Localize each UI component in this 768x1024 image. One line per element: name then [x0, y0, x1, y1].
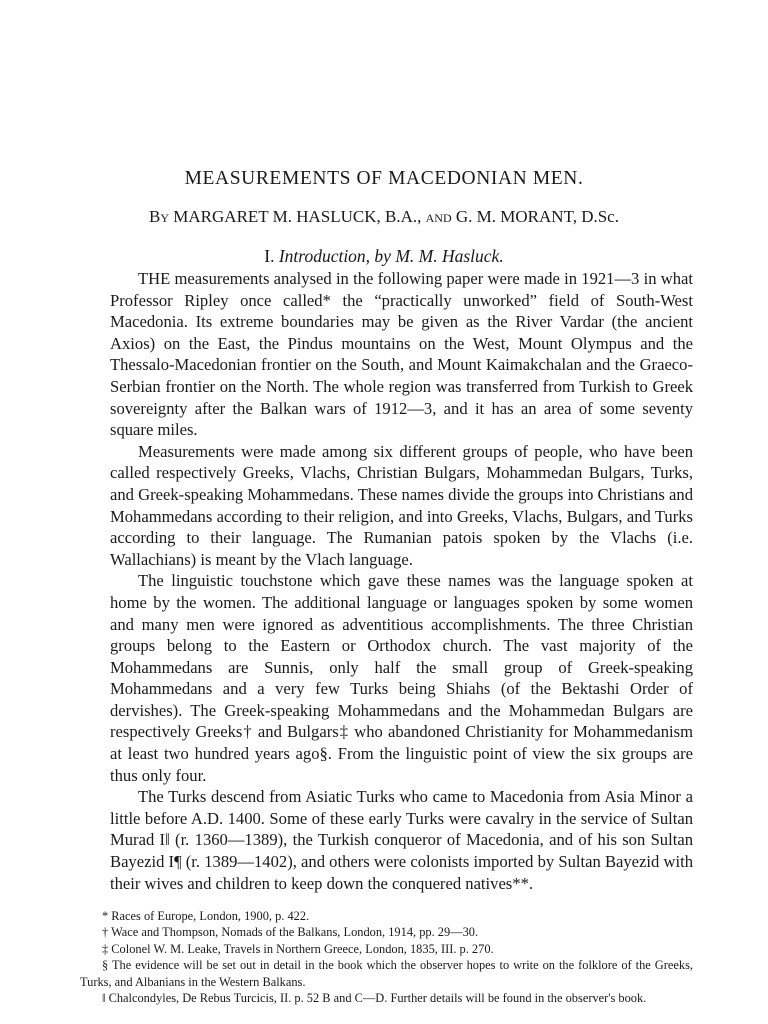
- footnote: § The evidence will be set out in detail in the book which the observer hopes to write on the folklore of the Greeks, Turks, and Albanians in the Western Balkans.: [80, 958, 693, 989]
- footnote: ‖ Chalcondyles, De Rebus Turcicis, II. p. 52 B and C—D. Further details will be found in the observer's book.: [102, 991, 647, 1006]
- byline-and: and: [425, 207, 452, 226]
- body-text: [110, 268, 693, 894]
- footnote: * Races of Europe, London, 1900, p. 422.: [102, 909, 310, 923]
- article-title: MEASUREMENTS OF MACEDONIAN MEN.: [184, 168, 584, 189]
- section-title: Introduction, by M. M. Hasluck.: [278, 246, 504, 266]
- paragraph: The Turks descend from Asiatic Turks who came to Macedonia from Asia Minor a little before A.D. 1400. Some of these early Turks were cavalry in the service of Sultan Murad I‖ (r. 1360—1389), the Turkish conqueror of Macedonia, and of his son Sultan Bayezid I¶ (r. 1389—1402), and others were colonists imported by Sultan Bayezid with their wives and children to keep down the conquered natives**.: [110, 787, 693, 893]
- section-numeral: I.: [264, 246, 275, 266]
- author-morant: G. M. MORANT, D.Sc.: [455, 207, 619, 226]
- paragraph: Measurements were made among six different groups of people, who have been called respectively Greeks, Vlachs, Christian Bulgars, Mohammedan Bulgars, Turks, and Greek-speaking Mohammedans. These names divide the groups into Christians and Mohammedans according to their religion, and into Greeks, Vlachs, Bulgars, and Turks according to their language. The Rumanian patois spoken by the Vlachs (i.e. Wallachians) is meant by the Vlach language.: [110, 441, 693, 569]
- footnote: ‡ Colonel W. M. Leake, Travels in Northern Greece, London, 1835, III. p. 270.: [102, 941, 494, 956]
- author-hasluck: MARGARET M. HASLUCK, B.A.,: [173, 207, 422, 226]
- paragraph: THE measurements analysed in the following paper were made in 1921—3 in what Professor Ripley once called* the “practically unworked” field of South-West Macedonia. Its extreme boundaries may be given as the River Vardar (the ancient Axios) on the East, the Pindus mountains on the West, Mount Olympus and the Thessalo-Macedonian frontier on the South, and Mount Kaimakchalan and the Graeco-Serbian frontier on the North. The whole region was transferred from Turkish to Greek sovereignty after the Balkan wars of 1912—3, and it has an area of some seventy square miles.: [110, 269, 693, 440]
- section-heading: [0, 245, 768, 267]
- footnote: † Wace and Thompson, Nomads of the Balkans, London, 1914, pp. 29—30.: [102, 925, 479, 940]
- byline-by: By: [149, 207, 170, 226]
- paragraph: The linguistic touchstone which gave these names was the language spoken at home by the women. The additional language or languages spoken by some women and many men were ignored as adventitious accomplishments. The three Christian groups belong to the Eastern or Orthodox church. The vast majority of the Mohammedans are Sunnis, only half the small group of Greek-speaking Mohammedans and a very few Turks being Shiahs (of the Bektashi Order of dervishes). The Greek-speaking Mohammedans and the Mohammedan Bulgars are respectively Greeks† and Bulgars‡ who abandoned Christianity for Mohammedanism at least two hundred years ago§. From the linguistic point of view the six groups are thus only four.: [110, 571, 693, 785]
- footnotes: [80, 908, 693, 1006]
- byline: [0, 206, 768, 228]
